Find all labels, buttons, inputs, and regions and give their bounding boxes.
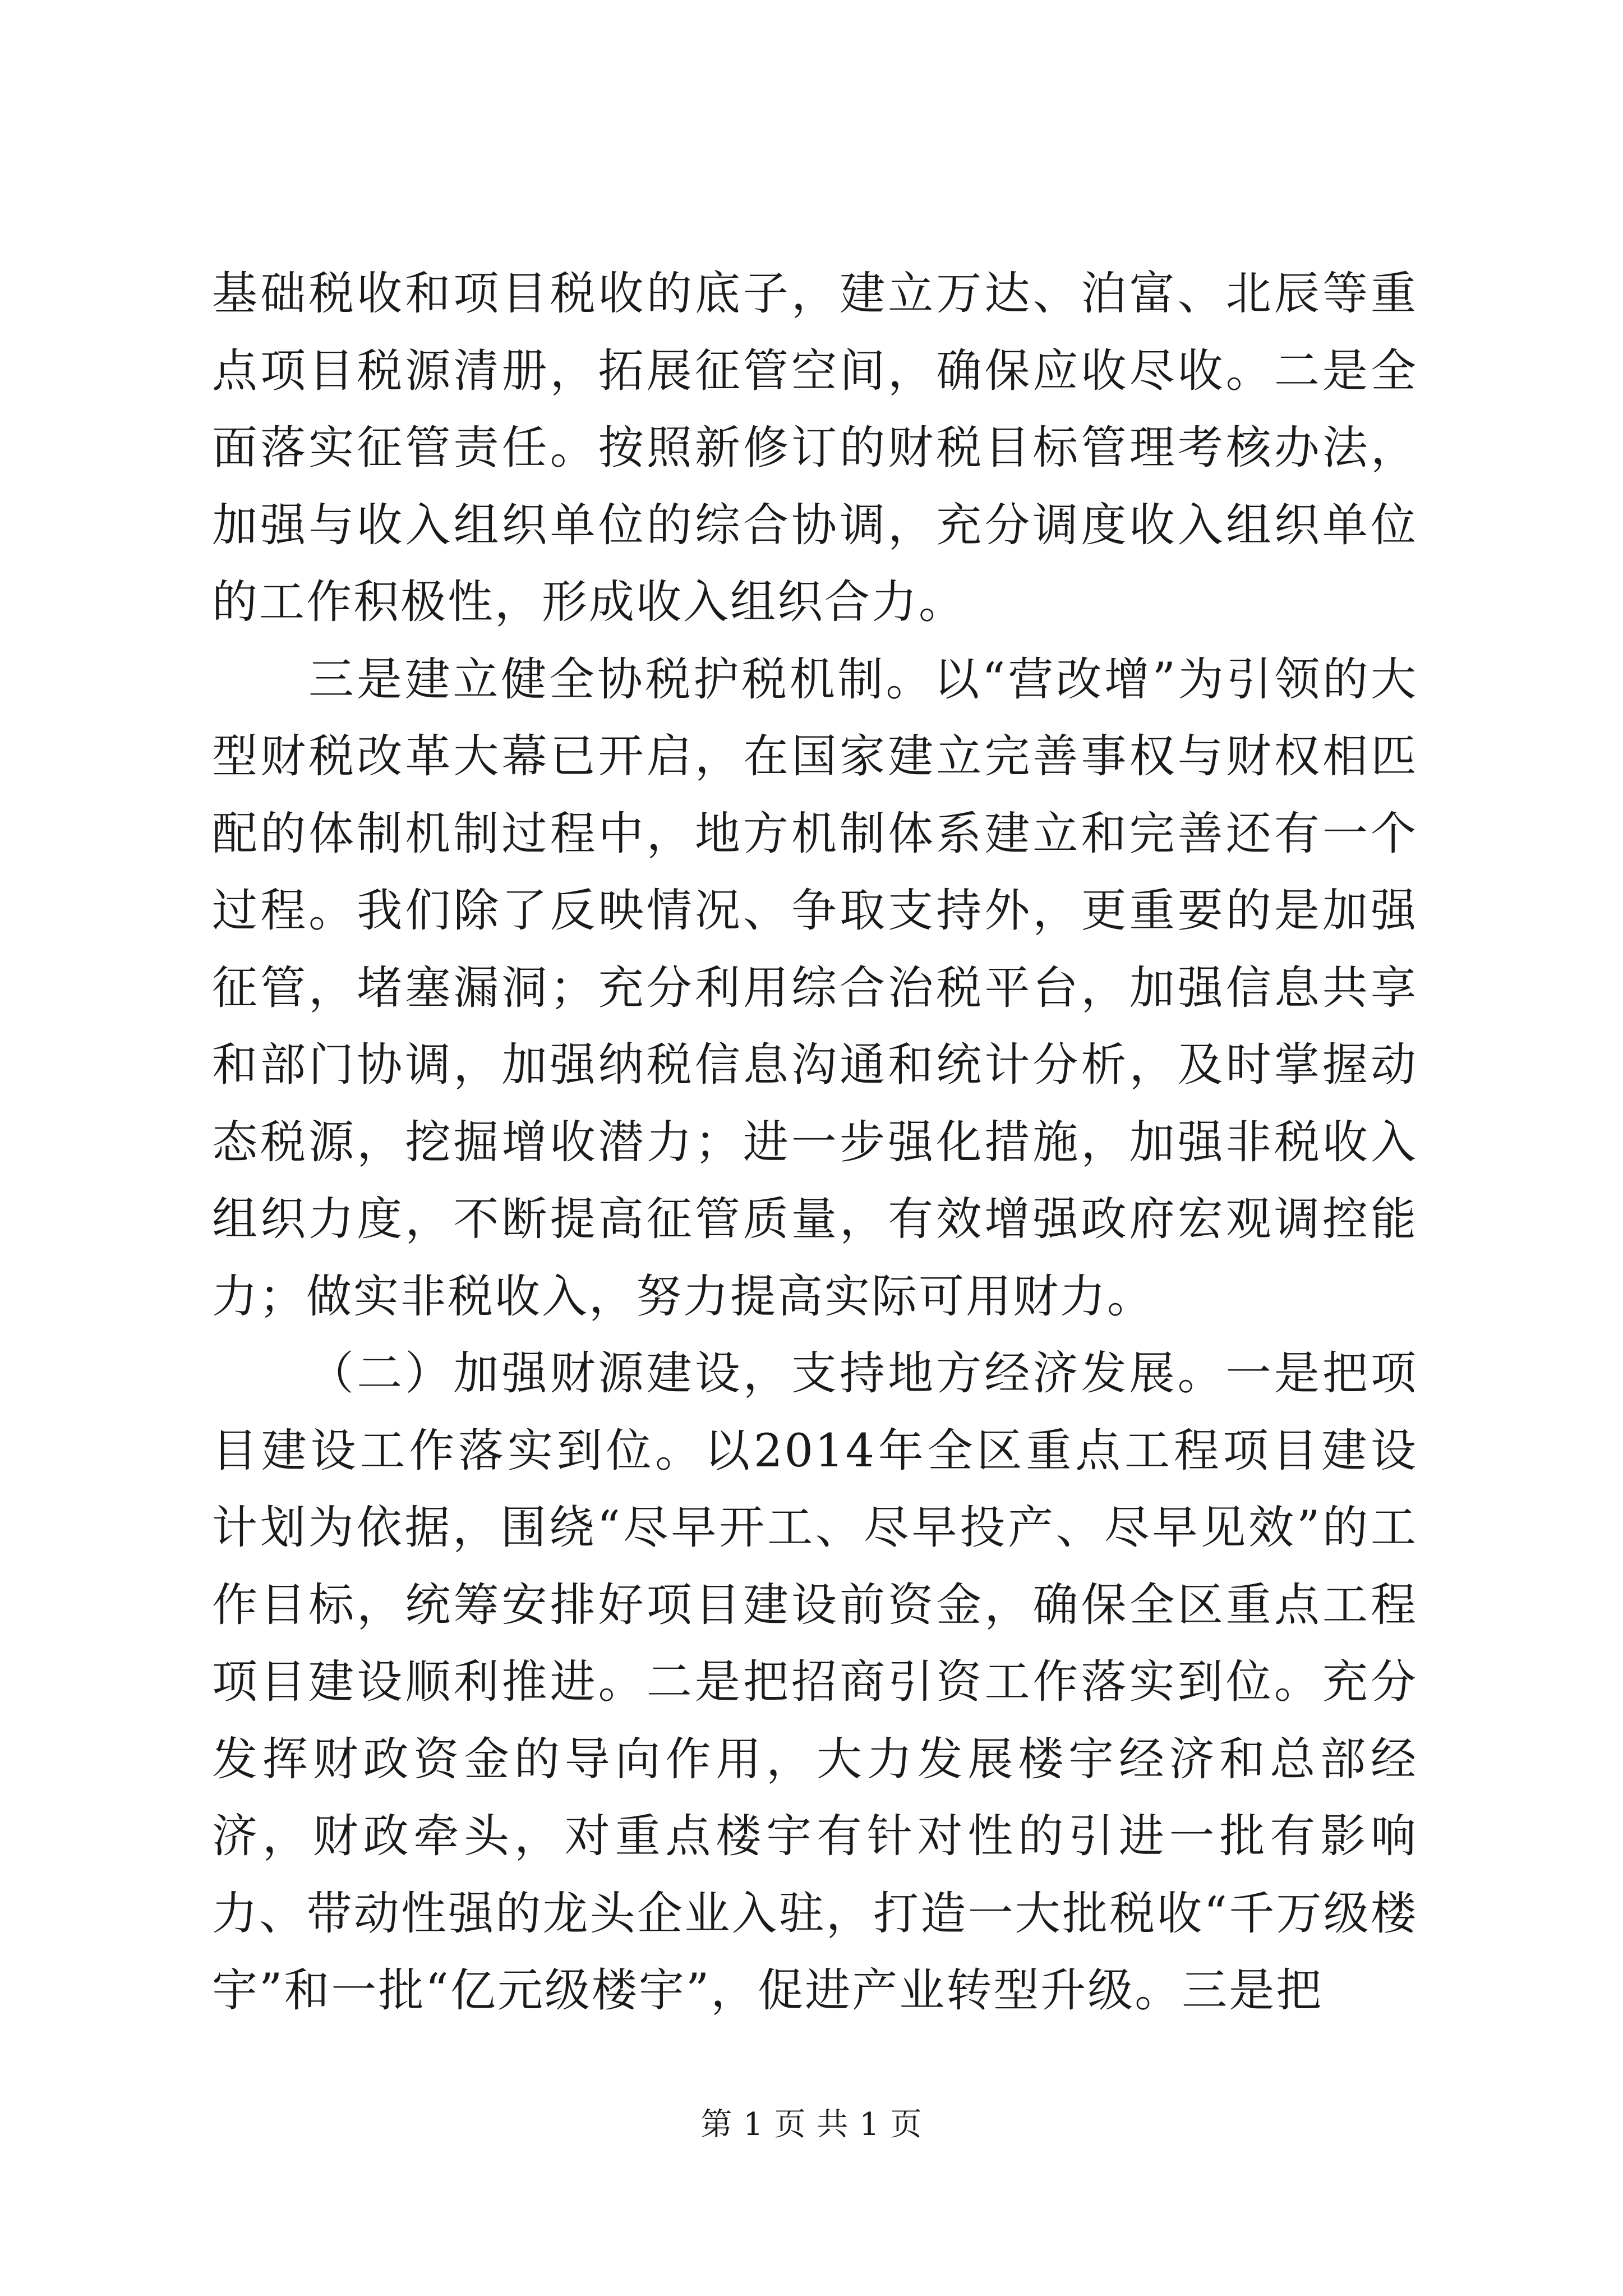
paragraph-1: 基础税收和项目税收的底子，建立万达、泊富、北辰等重点项目税源清册，拓展征管空间，确保应收尽收。二是全面落实征管责任。按照新修订的财税目标管理考核办法，加强与收入组织单位的综合协调，充分调度收入组织单位的工作积极性，形成收入组织合力。 [212,268,1418,629]
paragraph-3: （二）加强财源建设，支持地方经济发展。一是把项目建设工作落实到位。以2014年全区重点工程项目建设计划为依据，围绕“尽早开工、尽早投产、尽早见效”的工作目标，统筹安排好项目建设前资金，确保全区重点工程项目建设顺利推进。二是把招商引资工作落实到位。充分发挥财政资金的导向作用，大力发展楼宇经济和总部经济，财政牵头，对重点楼宇有针对性的引进一批有影响力、带动性强的龙头企业入驻，打造一大批税收“千万级楼宇”和一批“亿元级楼宇”，促进产业转型升级。三是把 [212,1347,1418,2017]
page-footer: 第 1 页 共 1 页 [700,2106,923,2143]
document-body [212,256,1418,2030]
paragraph-2: 三是建立健全协税护税机制。以“营改增”为引领的大型财税改革大幕已开启，在国家建立完善事权与财权相匹配的体制机制过程中，地方机制体系建立和完善还有一个过程。我们除了反映情况、争取支持外，更重要的是加强征管，堵塞漏洞；充分利用综合治税平台，加强信息共享和部门协调，加强纳税信息沟通和统计分析，及时掌握动态税源，挖掘增收潜力；进一步强化措施，加强非税收入组织力度，不断提高征管质量，有效增强政府宏观调控能力；做实非税收入，努力提高实际可用财力。 [212,653,1418,1323]
